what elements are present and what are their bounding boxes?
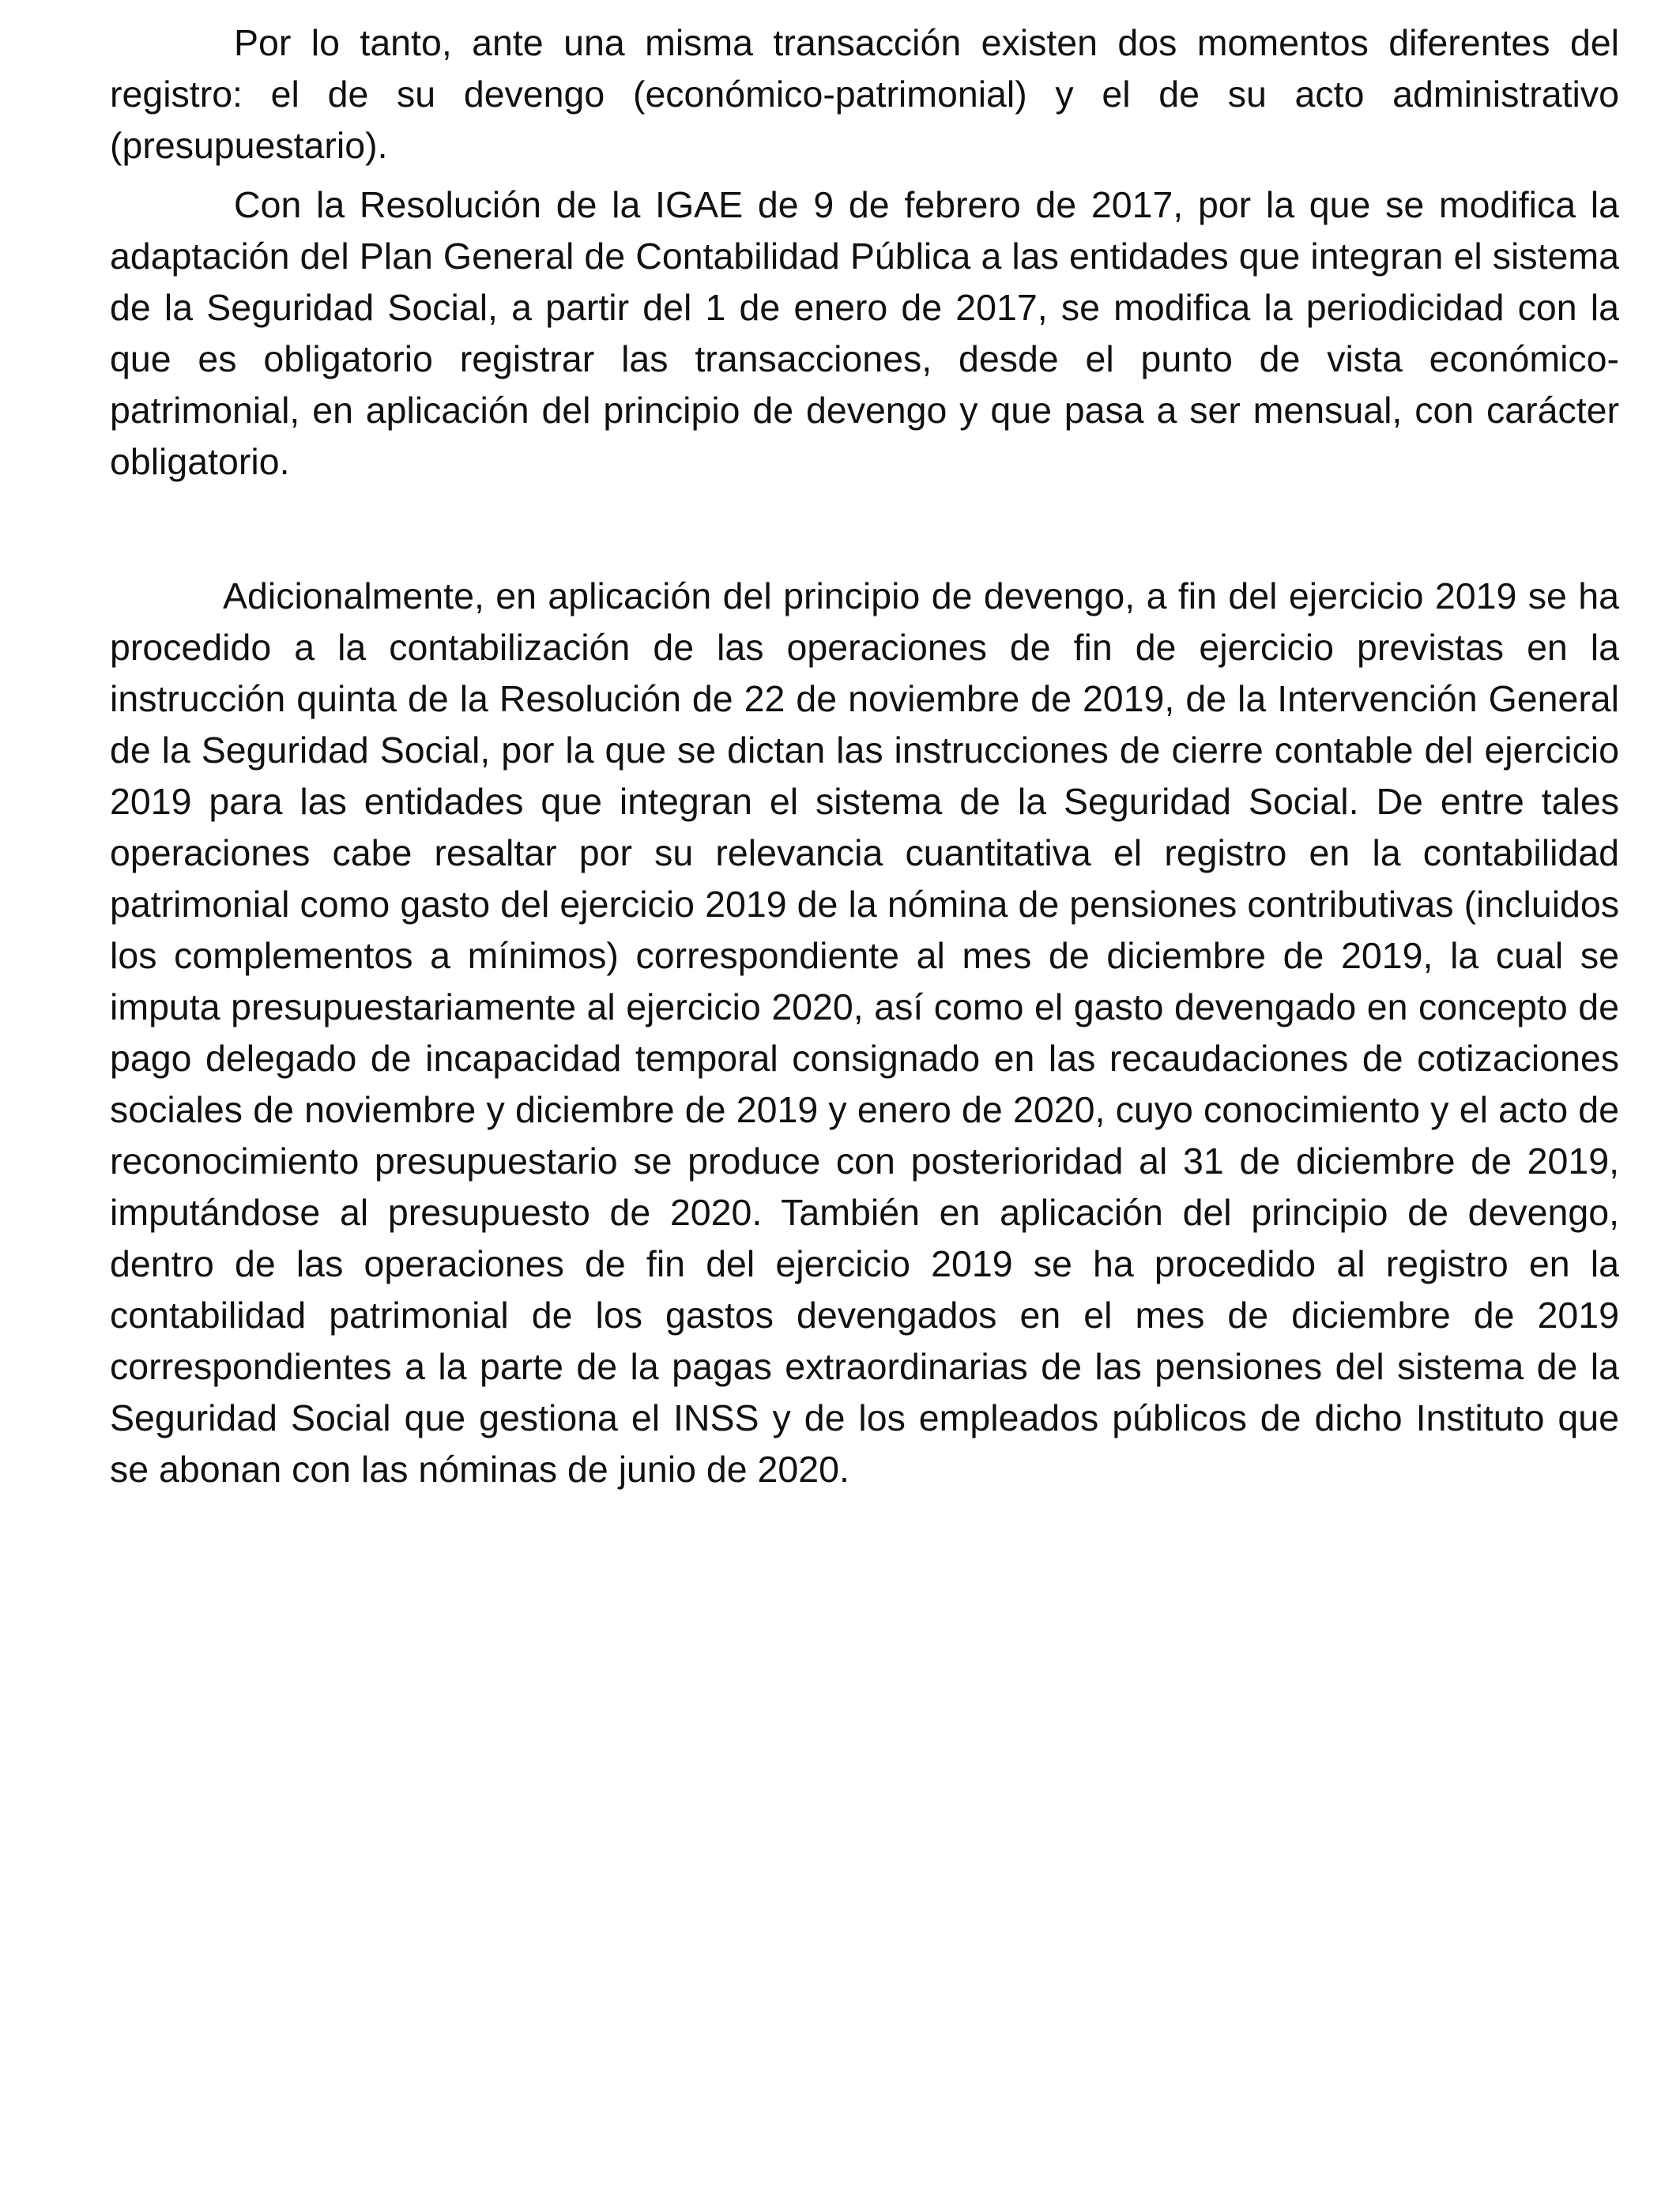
document-page <box>110 17 1619 1495</box>
paragraph-operaciones-fin-ejercicio-2019: Adicionalmente, en aplicación del principio de devengo, a fin del ejercicio 2019 se ha procedido a la contabilización de las operaciones de fin de ejercicio previstas en la instrucción quinta de la Resolución de 22 de noviembre de 2019, de la Intervención General de la Seguridad Social, por la que se dictan las instrucciones de cierre contable del ejercicio 2019 para las entidades que integran el sistema de la Seguridad Social. De entre tales operaciones cabe resaltar por su relevancia cuantitativa el registro en la contabilidad patrimonial como gasto del ejercicio 2019 de la nómina de pensiones contributivas (incluidos los complementos a mínimos) correspondiente al mes de diciembre de 2019, la cual se imputa presupuestariamente al ejercicio 2020, así como el gasto devengado en concepto de pago delegado de incapacidad temporal consignado en las recaudaciones de cotizaciones sociales de noviembre y diciembre de 2019 y enero de 2020, cuyo conocimiento y el acto de reconocimiento presupuestario se produce con posterioridad al 31 de diciembre de 2019, imputándose al presupuesto de 2020. También en aplicación del principio de devengo, dentro de las operaciones de fin del ejercicio 2019 se ha procedido al registro en la contabilidad patrimonial de los gastos devengados en el mes de diciembre de 2019 correspondientes a la parte de la pagas extraordinarias de las pensiones del sistema de la Seguridad Social que gestiona el INSS y de los empleados públicos de dicho Instituto que se abonan con las nóminas de junio de 2020. <box>110 575 1619 1490</box>
paragraph-transaccion-momentos: Por lo tanto, ante una misma transacción existen dos momentos diferentes del registro: el de su devengo (económico-patrimonial) y el de su acto administrativo (presupuestario). <box>110 22 1619 166</box>
paragraph-resolucion-igae-2017: Con la Resolución de la IGAE de 9 de febrero de 2017, por la que se modifica la adaptación del Plan General de Contabilidad Pública a las entidades que integran el sistema de la Seguridad Social, a partir del 1 de enero de 2017, se modifica la periodicidad con la que es obligatorio registrar las transacciones, desde el punto de vista económico-patrimonial, en aplicación del principio de devengo y que pasa a ser mensual, con carácter obligatorio. <box>110 184 1619 482</box>
